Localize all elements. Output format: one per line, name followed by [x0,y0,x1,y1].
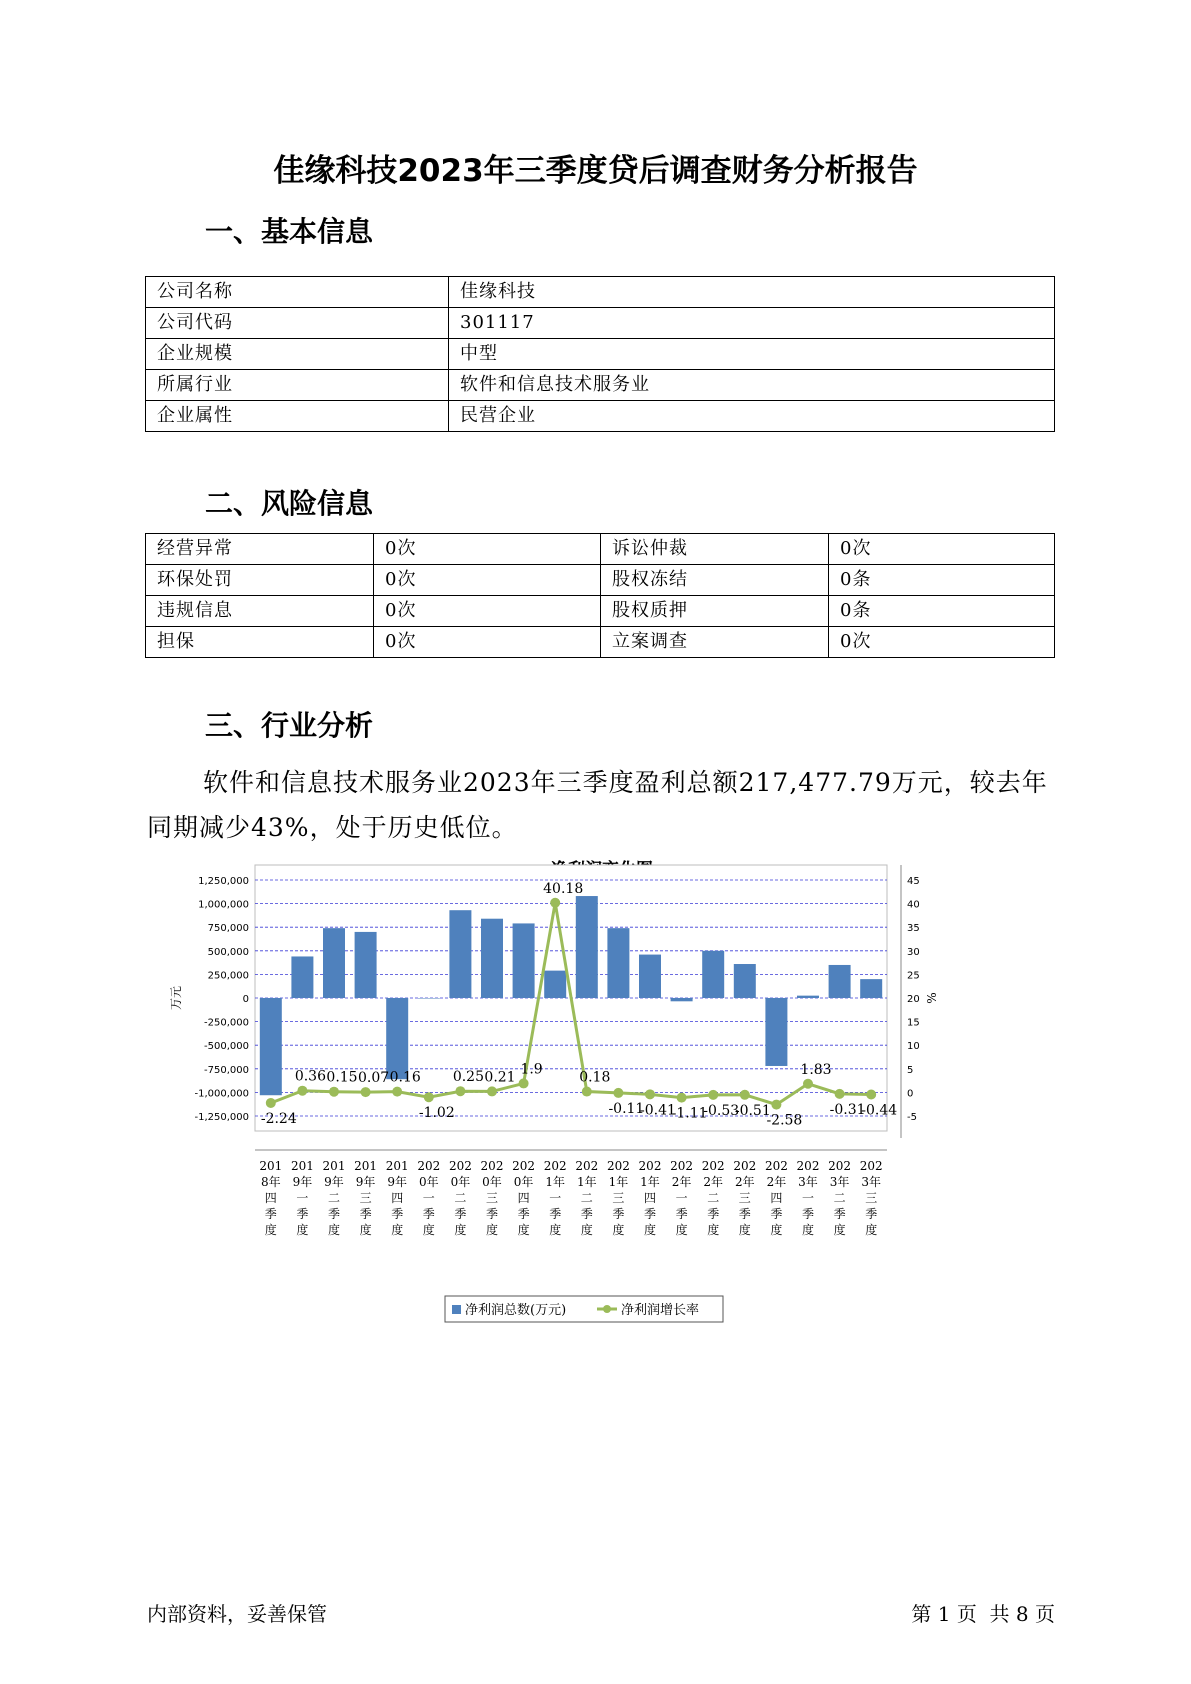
x-tick-label: 四 [391,1191,404,1205]
risk-info-value: 0次 [374,565,601,596]
x-tick-label: 一 [422,1191,435,1205]
x-tick-label: 202 [480,1159,504,1173]
x-tick-label: 1年 [545,1175,566,1189]
x-tick-label: 一 [549,1191,562,1205]
x-tick-label: 9年 [387,1175,408,1189]
basic-info-value: 301117 [449,308,1055,339]
growth-data-label: -0.11 [608,1100,645,1117]
growth-point [803,1079,813,1089]
bar [734,964,756,998]
growth-point [266,1098,276,1108]
growth-point [329,1087,339,1097]
risk-info-value: 0次 [374,534,601,565]
risk-info-table [145,533,1055,658]
x-tick-label: 季 [296,1207,309,1221]
x-tick-label: 1年 [608,1175,629,1189]
risk-info-label: 经营异常 [146,534,374,565]
x-tick-label: 季 [612,1207,625,1221]
growth-point [740,1090,750,1100]
y2-tick-label: 15 [907,1017,920,1029]
x-tick-label: 0年 [450,1175,471,1189]
basic-info-row [146,308,1055,339]
y2-tick-label: 5 [907,1064,914,1076]
x-tick-label: 季 [485,1207,499,1221]
bar [607,928,629,998]
x-tick-label: 度 [770,1223,783,1237]
growth-point [835,1089,845,1099]
bar [797,996,819,998]
x-tick-label: 0年 [482,1175,502,1189]
x-tick-label: 202 [764,1159,788,1173]
y2-tick-label: 25 [907,970,920,982]
footer-confidential: 内部资料，妥善保管 [147,1602,327,1626]
y2-tick-label: 10 [907,1041,920,1053]
legend-bar-swatch [452,1305,461,1314]
x-tick-label: 三 [359,1191,372,1205]
risk-info-row [146,565,1055,596]
report-title: 佳缘科技2023年三季度贷后调查财务分析报告 [273,153,918,189]
growth-point [550,898,560,908]
bar [449,910,471,998]
x-tick-label: 季 [264,1207,277,1221]
y-tick-label: 1,000,000 [198,899,249,911]
x-tick-label: 度 [738,1223,751,1237]
x-tick-label: 1年 [640,1175,660,1189]
bar [765,998,787,1066]
x-tick-label: 度 [391,1223,404,1237]
basic-info-value: 中型 [449,339,1055,370]
x-tick-label: 0年 [418,1175,439,1189]
basic-info-row [146,339,1055,370]
risk-info-label: 立案调查 [601,627,829,658]
bar [576,896,598,998]
x-tick-label: 度 [643,1223,657,1237]
basic-info-row [146,370,1055,401]
x-tick-label: 一 [675,1191,688,1205]
growth-point [677,1093,687,1103]
x-tick-label: 二 [327,1191,341,1205]
y2-axis-label: % [925,992,939,1004]
growth-point [424,1092,434,1102]
basic-info-label: 公司代码 [146,308,449,339]
legend-line-marker [603,1305,611,1313]
x-tick-label: 9年 [355,1175,376,1189]
x-tick-label: 2年 [671,1175,692,1189]
x-tick-label: 202 [448,1159,472,1173]
y2-tick-label: 30 [907,946,920,958]
y2-tick-label: 20 [907,994,920,1005]
growth-data-label: -0.41 [640,1102,676,1119]
x-tick-label: 季 [801,1207,815,1221]
growth-point [392,1087,402,1097]
x-tick-label: 二 [580,1191,593,1205]
growth-point [455,1086,465,1096]
risk-info-label: 担保 [146,627,374,658]
bar [513,923,535,998]
x-tick-label: 四 [770,1191,783,1205]
growth-point [708,1090,718,1100]
growth-data-label: -0.53 [703,1102,740,1119]
x-tick-label: 202 [417,1159,441,1173]
growth-point [487,1086,497,1096]
risk-info-label: 诉讼仲裁 [601,534,829,565]
x-tick-label: 二 [454,1191,467,1205]
basic-info-label: 企业属性 [146,401,449,432]
x-tick-label: 季 [517,1207,530,1221]
growth-data-label: 0.25 [452,1069,484,1086]
risk-info-label: 股权质押 [601,596,829,627]
bar [671,998,693,1001]
y2-tick-label: 40 [907,899,920,911]
x-tick-label: 度 [327,1223,341,1237]
x-tick-label: 202 [575,1159,599,1173]
x-tick-label: 一 [296,1191,309,1205]
x-tick-label: 季 [327,1207,341,1221]
basic-info-label: 所属行业 [146,370,449,401]
y-tick-label: 750,000 [207,923,249,935]
growth-data-label: -0.44 [861,1102,898,1119]
section-basic-heading: 一、基本信息 [205,215,374,248]
industry-paragraph: 软件和信息技术服务业2023年三季度盈利总额217,477.79万元，较去年同期减少43%，处于历史低位。 [147,768,1048,842]
basic-info-value: 软件和信息技术服务业 [449,370,1055,401]
risk-info-value: 0次 [829,627,1055,658]
x-tick-label: 度 [580,1223,593,1237]
x-tick-label: 8年 [260,1175,281,1189]
x-tick-label: 季 [359,1207,372,1221]
bar [291,956,313,998]
x-tick-label: 度 [549,1223,562,1237]
x-tick-label: 度 [612,1223,625,1237]
basic-info-label: 企业规模 [146,339,449,370]
risk-info-value: 0次 [374,627,601,658]
growth-data-label: 0.21 [484,1069,516,1086]
net-profit-chart [169,876,1030,1340]
bar [323,928,345,998]
bar [481,919,503,998]
y-tick-label: 0 [242,994,249,1005]
x-tick-label: 2年 [734,1175,755,1189]
x-tick-label: 度 [264,1223,277,1237]
x-tick-label: 四 [643,1191,657,1205]
growth-data-label: -0.51 [734,1102,771,1119]
growth-data-label: 0.36 [294,1068,326,1085]
x-tick-label: 9年 [324,1175,344,1189]
x-tick-label: 四 [517,1191,530,1205]
x-tick-label: 季 [865,1207,878,1221]
x-tick-label: 202 [512,1159,536,1173]
growth-data-label: -1.02 [418,1105,455,1122]
x-tick-label: 度 [801,1223,815,1237]
bar [544,971,566,998]
y-axis-label: 万元 [169,985,183,1011]
x-tick-label: 201 [354,1159,378,1173]
x-tick-label: 季 [580,1207,593,1221]
risk-info-label: 环保处罚 [146,565,374,596]
x-tick-label: 202 [701,1159,725,1173]
x-tick-label: 201 [385,1159,409,1173]
x-tick-label: 202 [670,1159,694,1173]
y-tick-label: -750,000 [204,1064,249,1076]
y-tick-label: 500,000 [207,946,249,958]
x-tick-label: 度 [833,1223,846,1237]
growth-point [582,1087,592,1097]
x-tick-label: 度 [485,1223,499,1237]
risk-info-value: 0条 [829,596,1055,627]
y-tick-label: -1,250,000 [194,1112,249,1123]
x-tick-label: 202 [828,1159,852,1173]
x-tick-label: 1年 [576,1175,597,1189]
x-tick-label: 3年 [861,1175,882,1189]
y-tick-label: -250,000 [204,1017,249,1029]
x-tick-label: 季 [675,1207,688,1221]
x-tick-label: 季 [643,1207,657,1221]
bar [355,932,377,998]
x-tick-label: 3年 [829,1175,850,1189]
growth-data-label: 1.83 [800,1061,832,1078]
x-tick-label: 度 [422,1223,435,1237]
y-tick-label: -1,000,000 [194,1088,249,1100]
x-tick-label: 季 [391,1207,404,1221]
x-tick-label: 度 [517,1223,530,1237]
x-tick-label: 二 [833,1191,846,1205]
x-tick-label: 季 [549,1207,562,1221]
x-tick-label: 度 [707,1223,720,1237]
footer-page-number: 第 1 页 共 8 页 [911,1602,1055,1626]
x-tick-label: 2年 [766,1175,787,1189]
x-tick-label: 0年 [513,1175,534,1189]
x-tick-label: 季 [833,1207,846,1221]
growth-data-label: -0.31 [829,1101,866,1118]
basic-info-row [146,277,1055,308]
x-tick-label: 季 [422,1207,435,1221]
x-tick-label: 季 [738,1207,751,1221]
growth-point [519,1078,529,1088]
growth-point [613,1088,623,1098]
x-tick-label: 202 [859,1159,883,1173]
basic-info-value: 佳缘科技 [449,277,1055,308]
y2-tick-label: 45 [907,876,920,887]
legend-bar-label: 净利润总数(万元) [465,1303,567,1318]
x-tick-label: 度 [359,1223,372,1237]
bar [418,998,440,999]
x-tick-label: 201 [290,1159,314,1173]
risk-info-value: 0条 [829,565,1055,596]
growth-point [645,1089,655,1099]
x-tick-label: 202 [543,1159,567,1173]
growth-point [771,1100,781,1110]
bar [386,998,408,1079]
x-tick-label: 三 [738,1191,751,1205]
section-industry-heading: 三、行业分析 [205,709,374,742]
x-tick-label: 2年 [703,1175,724,1189]
risk-info-row [146,627,1055,658]
x-tick-label: 三 [865,1191,878,1205]
bar [639,955,661,998]
x-tick-label: 201 [322,1159,346,1173]
risk-info-label: 股权冻结 [601,565,829,596]
basic-info-value: 民营企业 [449,401,1055,432]
growth-data-label: 0.18 [579,1069,611,1086]
growth-data-label: -2.58 [766,1112,803,1129]
growth-data-label: -1.11 [671,1105,708,1122]
growth-point [361,1087,371,1097]
y-tick-label: 1,250,000 [198,876,249,887]
x-tick-label: 二 [707,1191,720,1205]
x-tick-label: 202 [638,1159,662,1173]
x-tick-label: 201 [259,1159,283,1173]
section-risk-heading: 二、风险信息 [205,487,374,520]
basic-info-table [145,276,1055,432]
x-tick-label: 度 [454,1223,467,1237]
growth-point [297,1086,307,1096]
x-tick-label: 一 [801,1191,815,1205]
growth-data-label: 0.16 [389,1069,421,1086]
x-tick-label: 季 [770,1207,783,1221]
growth-data-label: 0.07 [358,1070,390,1087]
y-tick-label: -500,000 [204,1041,249,1053]
x-tick-label: 三 [485,1191,499,1205]
growth-data-label: 1.9 [520,1061,543,1078]
x-tick-label: 季 [454,1207,467,1221]
x-tick-label: 202 [796,1159,820,1173]
x-tick-label: 202 [733,1159,757,1173]
legend-line-label: 净利润增长率 [621,1303,700,1318]
risk-info-value: 0次 [374,596,601,627]
risk-info-value: 0次 [829,534,1055,565]
bar [260,998,282,1095]
risk-info-row [146,534,1055,565]
bar [829,965,851,998]
bar [702,951,724,998]
y2-tick-label: -5 [907,1112,917,1123]
y-tick-label: 250,000 [207,970,249,982]
x-tick-label: 季 [707,1207,720,1221]
growth-data-label: 0.15 [326,1069,358,1086]
risk-info-row [146,596,1055,627]
bar [860,979,882,998]
basic-info-row [146,401,1055,432]
basic-info-label: 公司名称 [146,277,449,308]
growth-point [866,1089,876,1099]
risk-info-label: 违规信息 [146,596,374,627]
y2-tick-label: 0 [907,1088,914,1100]
x-tick-label: 四 [264,1191,277,1205]
x-tick-label: 9年 [292,1175,313,1189]
x-tick-label: 度 [296,1223,309,1237]
growth-data-label: 40.18 [543,880,584,897]
x-tick-label: 三 [612,1191,625,1205]
x-tick-label: 度 [675,1223,688,1237]
growth-data-label: -2.24 [260,1110,297,1127]
y2-tick-label: 35 [907,923,920,935]
x-tick-label: 202 [606,1159,630,1173]
x-tick-label: 3年 [798,1175,818,1189]
x-tick-label: 度 [865,1223,878,1237]
